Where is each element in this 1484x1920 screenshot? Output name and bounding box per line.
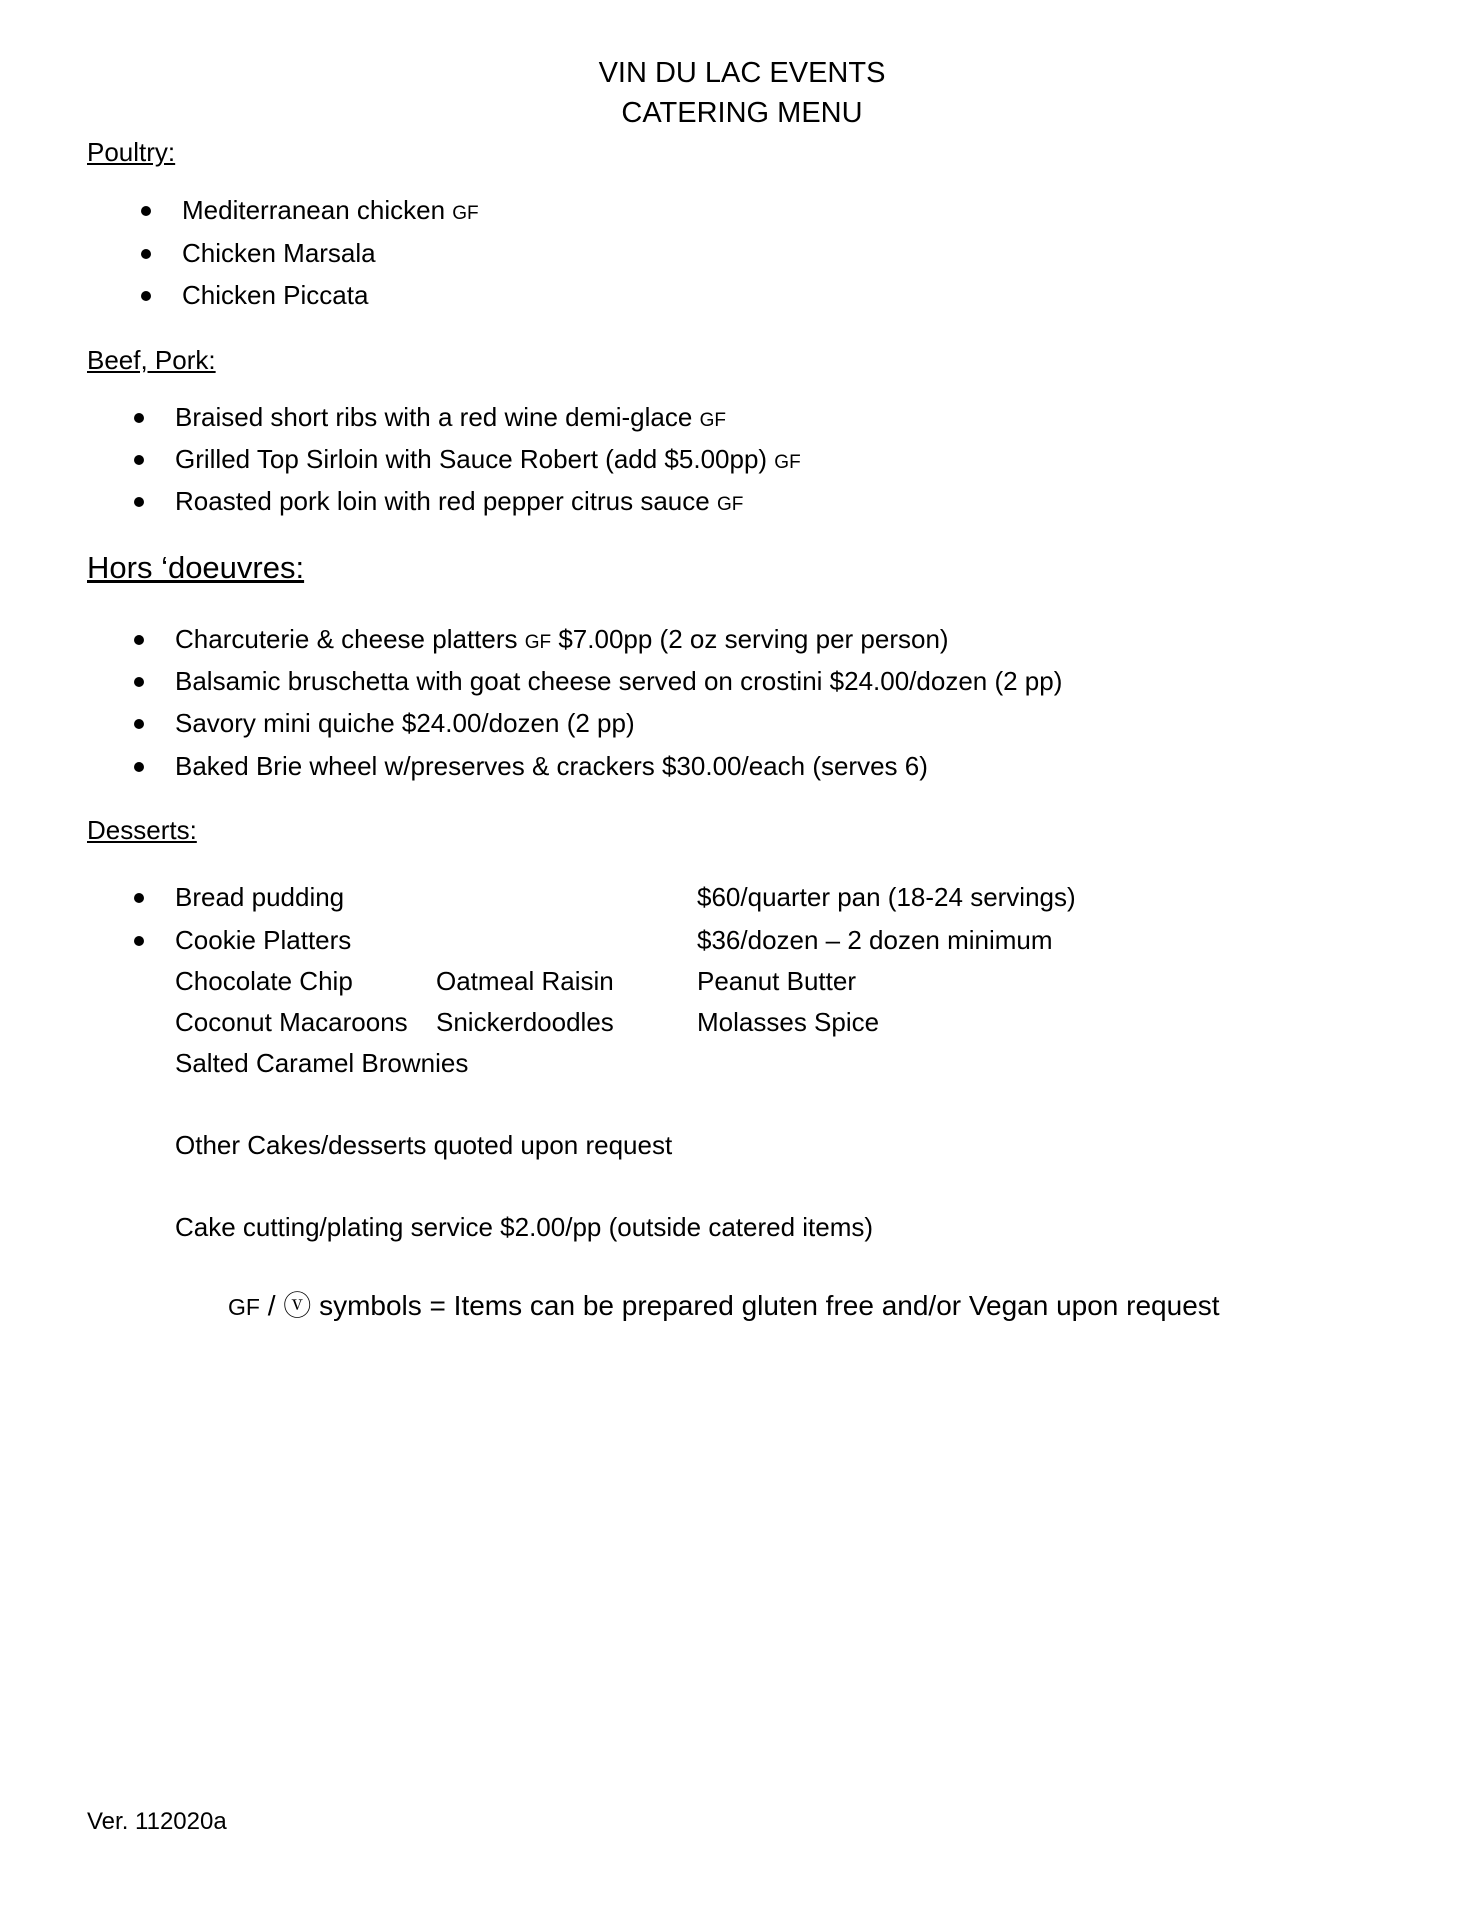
cookie-flavor: Peanut Butter: [697, 966, 856, 996]
bullet: [134, 677, 144, 687]
dessert-item-price: $36/dozen – 2 dozen minimum: [697, 925, 1053, 955]
legend-text: / ⓥ symbols = Items can be prepared gluten free and/or Vegan upon request: [259, 1290, 1220, 1321]
section-heading-poultry: Poultry:: [87, 137, 176, 167]
version-label: Ver. 112020a: [87, 1808, 227, 1835]
bullet: [134, 455, 144, 465]
list-item: [182, 278, 368, 312]
item-name: Charcuterie & cheese platters: [175, 624, 525, 654]
item-name: Savory mini quiche $24.00/dozen (2 pp): [175, 708, 635, 738]
bullet: [134, 893, 144, 903]
list-item: [175, 749, 928, 783]
bullet: [141, 291, 151, 301]
cookie-flavor: Coconut Macaroons: [175, 1007, 408, 1037]
list-item: [175, 442, 801, 480]
cookie-flavor: Oatmeal Raisin: [436, 966, 614, 996]
cookie-flavor: Snickerdoodles: [436, 1007, 614, 1037]
dessert-item-name: Bread pudding: [175, 882, 345, 912]
other-desserts-note: Other Cakes/desserts quoted upon request: [175, 1130, 673, 1160]
item-name: Braised short ribs with a red wine demi-glace: [175, 402, 700, 432]
gluten-free-tag: GF: [524, 632, 552, 653]
symbol-legend: [228, 1288, 1220, 1325]
bullet: [134, 719, 144, 729]
item-name: Baked Brie wheel w/preserves & crackers $30.00/each (serves 6): [175, 751, 928, 781]
bullet: [134, 762, 144, 772]
list-item: [175, 706, 635, 740]
bullet: [134, 497, 144, 507]
gluten-free-tag: GF: [699, 410, 726, 431]
gluten-free-tag: GF: [774, 452, 801, 473]
item-name: Chicken Piccata: [182, 280, 369, 310]
gluten-free-tag: GF: [716, 494, 744, 515]
cake-cutting-note: Cake cutting/plating service $2.00/pp (outside catered items): [175, 1212, 874, 1242]
cookie-flavor: Molasses Spice: [697, 1007, 880, 1037]
dessert-item-price: $60/quarter pan (18-24 servings): [697, 882, 1076, 912]
section-heading-desserts: Desserts:: [87, 815, 197, 845]
gluten-free-tag: GF: [228, 1294, 260, 1320]
item-name: Mediterranean chicken: [182, 195, 453, 225]
cookie-flavor: Salted Caramel Brownies: [175, 1048, 469, 1078]
section-heading-hors-doeuvres: Hors ‘doeuvres:: [87, 550, 305, 585]
list-item: [175, 484, 743, 522]
list-item: [175, 400, 726, 438]
gluten-free-tag: GF: [452, 203, 479, 224]
item-name: Balsamic bruschetta with goat cheese served on crostini $24.00/dozen (2 pp): [175, 666, 1063, 696]
item-price: $7.00pp (2 oz serving per person): [551, 624, 949, 654]
bullet: [141, 249, 151, 259]
dessert-item-name: Cookie Platters: [175, 925, 352, 955]
item-name: Grilled Top Sirloin with Sauce Robert (add $5.00pp): [175, 444, 775, 474]
page-subtitle: CATERING MENU: [621, 97, 863, 129]
list-item: [182, 236, 376, 270]
bullet: [141, 206, 151, 216]
list-item: [182, 193, 479, 231]
bullet: [134, 413, 144, 423]
list-item: [175, 664, 1062, 698]
list-item: [175, 622, 949, 660]
bullet: [134, 936, 144, 946]
item-name: Chicken Marsala: [182, 238, 376, 268]
cookie-flavor: Chocolate Chip: [175, 966, 353, 996]
item-name: Roasted pork loin with red pepper citrus sauce: [175, 486, 717, 516]
section-heading-beef-pork: Beef, Pork:: [87, 345, 216, 375]
bullet: [134, 635, 144, 645]
page-title: VIN DU LAC EVENTS: [598, 57, 886, 89]
